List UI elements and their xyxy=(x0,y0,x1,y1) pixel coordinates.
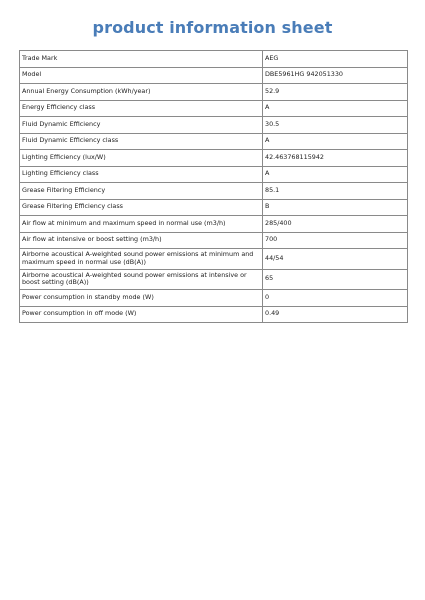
table-row xyxy=(20,269,408,290)
row-value: 42.463768115942 xyxy=(263,150,408,167)
table-row xyxy=(20,232,408,249)
product-info-table xyxy=(19,50,408,323)
row-label: Annual Energy Consumption (kWh/year) xyxy=(20,84,263,101)
row-value: 85.1 xyxy=(263,183,408,200)
table-row xyxy=(20,117,408,134)
table-row xyxy=(20,216,408,233)
row-label: Power consumption in off mode (W) xyxy=(20,306,263,323)
row-label: Air flow at intensive or boost setting (m3/h) xyxy=(20,232,263,249)
row-value: 285/400 xyxy=(263,216,408,233)
row-value: DBE5961HG 942051330 xyxy=(263,67,408,84)
table-row xyxy=(20,100,408,117)
row-value: 30.5 xyxy=(263,117,408,134)
table-row xyxy=(20,199,408,216)
row-label: Grease Filtering Efficiency class xyxy=(20,199,263,216)
table-row xyxy=(20,67,408,84)
table-row xyxy=(20,84,408,101)
row-label: Trade Mark xyxy=(20,51,263,68)
row-value: 52.9 xyxy=(263,84,408,101)
row-label: Airborne acoustical A-weighted sound power emissions at intensive or boost setting (dB(A)) xyxy=(20,269,263,290)
row-value: A xyxy=(263,100,408,117)
row-value: 65 xyxy=(263,269,408,290)
row-value: B xyxy=(263,199,408,216)
row-label: Fluid Dynamic Efficiency xyxy=(20,117,263,134)
page-title: product information sheet xyxy=(92,18,333,37)
row-value: 0.49 xyxy=(263,306,408,323)
table-row xyxy=(20,249,408,270)
table-row xyxy=(20,306,408,323)
row-label: Lighting Efficiency (lux/W) xyxy=(20,150,263,167)
row-label: Air flow at minimum and maximum speed in normal use (m3/h) xyxy=(20,216,263,233)
row-value: 44/54 xyxy=(263,249,408,270)
table-row xyxy=(20,183,408,200)
row-label: Energy Efficiency class xyxy=(20,100,263,117)
row-label: Grease Filtering Efficiency xyxy=(20,183,263,200)
row-label: Airborne acoustical A-weighted sound power emissions at minimum and maximum speed in normal use (dB(A)) xyxy=(20,249,263,270)
row-value: A xyxy=(263,166,408,183)
table-row xyxy=(20,150,408,167)
table-row xyxy=(20,166,408,183)
row-label: Power consumption in standby mode (W) xyxy=(20,290,263,307)
row-value: AEG xyxy=(263,51,408,68)
row-label: Fluid Dynamic Efficiency class xyxy=(20,133,263,150)
table-row xyxy=(20,133,408,150)
row-value: A xyxy=(263,133,408,150)
table-row xyxy=(20,51,408,68)
table-row xyxy=(20,290,408,307)
row-value: 700 xyxy=(263,232,408,249)
row-value: 0 xyxy=(263,290,408,307)
row-label: Lighting Efficiency class xyxy=(20,166,263,183)
row-label: Model xyxy=(20,67,263,84)
